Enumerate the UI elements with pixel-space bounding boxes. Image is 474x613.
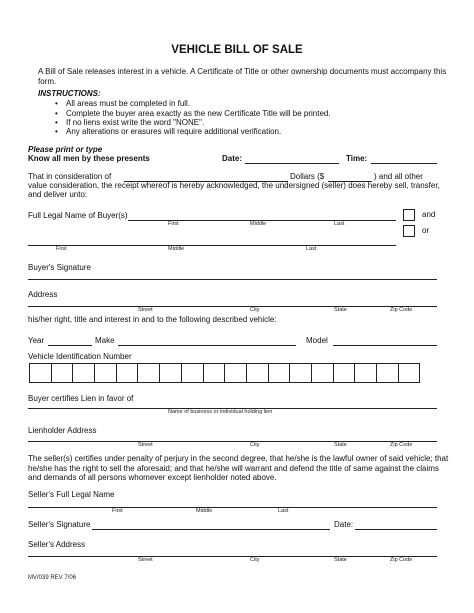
buyer1-middle-caption: Middle [250,221,267,227]
instruction-item: • If no liens exist write the word "NONE". [66,118,204,128]
vin-box[interactable] [246,363,269,383]
know-all-label: Know all men by these presents [28,154,150,163]
time-label: Time: [346,154,368,163]
consideration-line-3: and deliver unto: [28,190,88,199]
address-zip-caption: Zip Code [390,307,413,313]
vin-box[interactable] [116,363,139,383]
lien-city-caption: City [250,442,260,448]
buyer2-last-caption: Last [306,246,317,252]
consideration-text-a: That in consideration of [28,172,112,181]
year-field[interactable] [48,345,92,346]
year-label: Year [28,336,45,345]
address-state-caption: State [334,307,347,313]
lien-label: Buyer certifies Lien in favor of [28,394,134,403]
date-label: Date: [222,154,243,163]
vin-label: Vehicle Identification Number [28,352,132,361]
lien-state-caption: State [334,442,347,448]
seller-last-caption: Last [278,508,289,514]
address-label: Address [28,290,58,299]
certify-line-3: and demands of all persons whomever except lienholder noted above. [28,473,277,482]
lien-street-caption: Street [138,442,153,448]
vin-box[interactable] [137,363,160,383]
or-checkbox[interactable] [403,225,415,237]
seller-first-caption: First [112,508,123,514]
vin-box[interactable] [268,363,291,383]
right-title-text: his/her right, title and interest in and to the following described vehicle: [28,315,277,324]
make-label: Make [95,336,115,345]
seller-zip-caption: Zip Code [390,557,413,563]
vin-box[interactable] [398,363,421,383]
vin-box[interactable] [72,363,95,383]
seller-name-label: Seller's Full Legal Name [28,490,115,499]
model-label: Model [306,336,328,345]
lienholder-address-label: Lienholder Address [28,426,97,435]
model-field[interactable] [333,345,437,346]
vin-box[interactable] [94,363,117,383]
vin-box[interactable] [29,363,52,383]
and-label: and [422,210,436,219]
instruction-item: • Complete the buyer area exactly as the new Certificate Title will be printed. [66,109,331,119]
seller-address-field[interactable] [28,556,437,557]
and-checkbox[interactable] [403,209,415,221]
seller-date-field[interactable] [355,529,437,530]
seller-signature-field[interactable] [92,529,330,530]
vin-boxes[interactable] [30,363,420,383]
buyer1-first-caption: First [168,221,179,227]
buyer2-first-caption: First [56,246,67,252]
buyer1-last-caption: Last [334,221,345,227]
seller-signature-label: Seller's Signature [28,520,91,529]
date-field[interactable] [245,163,339,164]
make-field[interactable] [118,345,296,346]
vin-box[interactable] [289,363,312,383]
print-type-label: Please print or type [28,145,103,154]
buyer-signature-label: Buyer's Signature [28,263,91,272]
buyer-signature-field[interactable] [28,279,437,280]
address-street-caption: Street [138,307,153,313]
vin-box[interactable] [181,363,204,383]
lienholder-address-field[interactable] [28,441,437,442]
lien-holder-caption: Name of business or individual holding lien [168,409,273,415]
consideration-text-b: Dollars ($ [290,172,325,181]
certify-line-1: The seller(s) certifies under penalty of perjury in the second degree, that he/she is the lawful owner of said vehicle; that [28,454,449,463]
vin-box[interactable] [333,363,356,383]
buyer-name-field-2[interactable] [28,245,396,246]
or-label: or [422,226,430,235]
time-field[interactable] [371,163,437,164]
vin-box[interactable] [159,363,182,383]
seller-name-field[interactable] [28,507,437,508]
vin-box[interactable] [224,363,247,383]
instructions-heading: INSTRUCTIONS: [38,89,101,98]
seller-street-caption: Street [138,557,153,563]
seller-state-caption: State [334,557,347,563]
intro-line-2: form. [38,77,57,86]
vin-box[interactable] [311,363,334,383]
seller-date-label: Date: [334,520,354,529]
lien-zip-caption: Zip Code [390,442,413,448]
buyer-name-label: Full Legal Name of Buyer(s) [28,211,128,220]
form-id: MV/039 REV 7/06 [28,575,77,581]
instruction-item: • All areas must be completed in full. [66,99,190,109]
buyer-address-field[interactable] [28,306,437,307]
vin-box[interactable] [354,363,377,383]
vin-box[interactable] [51,363,74,383]
instruction-item: • Any alterations or erasures will require additional verification. [66,127,281,137]
consideration-text-c: ) and all other [374,172,423,181]
buyer2-middle-caption: Middle [168,246,185,252]
address-city-caption: City [250,307,260,313]
vin-box[interactable] [203,363,226,383]
seller-middle-caption: Middle [196,508,213,514]
seller-address-label: Seller's Address [28,540,86,549]
form-title: VEHICLE BILL OF SALE [171,44,303,56]
certify-line-2: he/she has the right to sell the aforesaid; and that he/she will warrant and defend the title of same against the claims [28,464,439,473]
intro-line-1: A Bill of Sale releases interest in a vehicle. A Certificate of Title or other ownership documents must accompany this [38,67,447,76]
seller-city-caption: City [250,557,260,563]
vin-box[interactable] [376,363,399,383]
consideration-line-2: value consideration, the receipt whereof is hereby acknowledged, the undersigned (seller) does hereby sell, transfer, [28,181,440,190]
